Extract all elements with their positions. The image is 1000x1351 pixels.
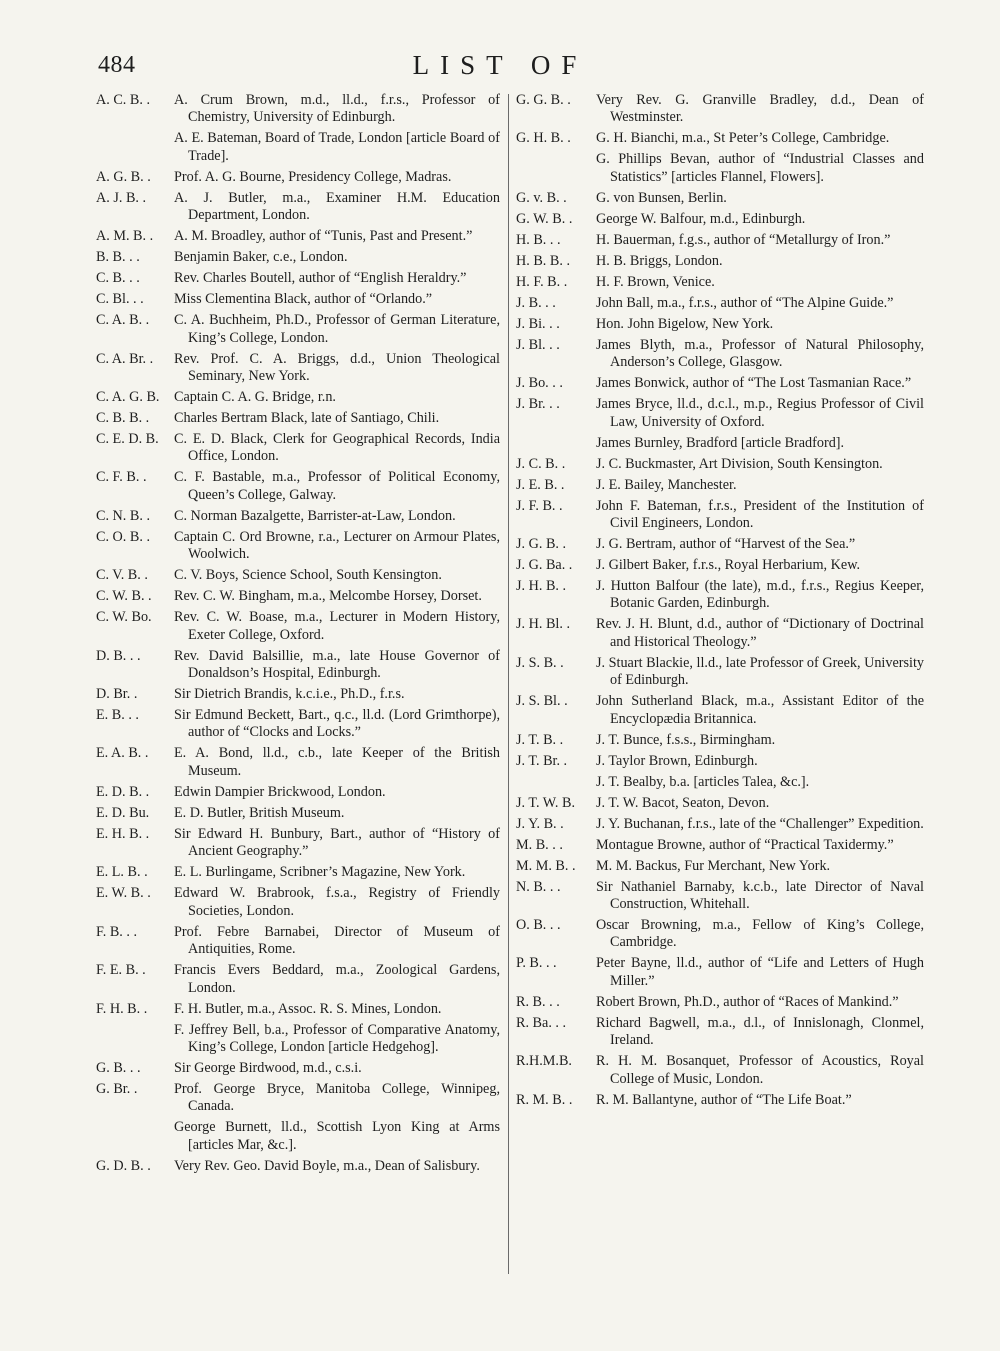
contributor-description: E. A. Bond, ll.d., c.b., late Keeper of the British Museum. [174,745,500,779]
contributor-initials: J. F. B. . [516,497,563,514]
contributor-initials: C. V. B. . [96,567,148,584]
contributor-description: Captain C. A. G. Bridge, r.n. [174,389,336,406]
contributor-entry [516,396,924,431]
contributor-entry [96,389,500,406]
contributor-initials [516,774,596,791]
contributor-entry [516,693,924,728]
contributor-description: J. Hutton Balfour (the late), m.d., f.r.s., Regius Keeper, Botanic Garden, Edinburgh. [596,578,924,612]
contributor-description: C. A. Buchheim, Ph.D., Professor of German Literature, King’s College, London. [174,312,500,346]
contributor-entry [516,295,924,312]
contributor-description: Rev. C. W. Boase, m.a., Lecturer in Modern History, Exeter College, Oxford. [174,609,500,643]
contributor-entry [516,1092,924,1109]
contributor-entry [96,1022,500,1057]
contributor-description: R. M. Ballantyne, author of “The Life Boat.” [596,1091,852,1108]
contributor-description: G. H. Bianchi, m.a., St Peter’s College, Cambridge. [596,130,890,147]
contributor-entry [516,130,924,147]
contributor-entry [516,1015,924,1050]
contributor-initials: E. D. Bu. [96,804,150,821]
contributor-entry [96,469,500,504]
contributor-description: J. T. W. Bacot, Seaton, Devon. [596,794,770,811]
contributor-initials: H. B. . . [516,231,561,248]
contributor-entry [96,567,500,584]
contributor-entry [96,686,500,703]
contributor-initials: C. N. B. . [96,507,150,524]
contributor-description: Sir Edward H. Bunbury, Bart., author of “History of Ancient Geography.” [174,825,500,860]
contributor-description: J. C. Buckmaster, Art Division, South Kensington. [596,455,883,472]
contributor-initials: J. G. Ba. . [516,557,573,574]
contributor-description: Robert Brown, Ph.D., author of “Races of Mankind.” [596,993,899,1010]
contributor-entry [516,837,924,854]
page-number: 484 [98,52,136,78]
contributor-initials: R.H.M.B. [516,1053,572,1070]
contributor-initials: C. W. B. . [96,588,152,605]
contributor-initials: O. B. . . [516,917,561,934]
contributor-entry [516,151,924,186]
contributor-entry [516,190,924,207]
contributor-description: Very Rev. Geo. David Boyle, m.a., Dean of Salisbury. [174,1157,480,1174]
contributor-initials: J. S. Bl. . [516,693,568,710]
contributor-initials: J. T. W. B. [516,794,575,811]
contributor-initials: F. E. B. . [96,962,146,979]
contributor-initials: J. Bi. . . [516,315,560,332]
contributor-initials: G. Br. . [96,1080,138,1097]
contributor-initials: A. G. B. . [96,168,151,185]
contributor-entry [516,616,924,651]
contributor-description: Edwin Dampier Brickwood, London. [174,783,386,800]
contributor-initials: J. S. B. . [516,654,564,671]
contributor-entry [516,92,924,127]
contributor-entry [96,249,500,266]
contributor-description: R. H. M. Bosanquet, Professor of Acoustics, Royal College of Music, London. [596,1053,924,1087]
contributor-description: E. D. Butler, British Museum. [174,804,345,821]
contributor-description: Sir Dietrich Brandis, k.c.i.e., Ph.D., f.r.s. [174,686,405,703]
contributor-description: F. Jeffrey Bell, b.a., Professor of Comparative Anatomy, King’s College, London [article Hedgehog]. [174,1021,500,1055]
contributor-entry [516,274,924,291]
contributor-initials: G. G. B. . [516,92,571,108]
contributor-initials: J. E. B. . [516,476,565,493]
contributor-description: J. Stuart Blackie, ll.d., late Professor of Greek, University of Edinburgh. [596,654,924,689]
contributor-initials [516,151,596,186]
contributor-description: Rev. J. H. Blunt, d.d., author of “Dictionary of Doctrinal and Historical Theology.” [596,616,924,650]
contributor-description: A. Crum Brown, m.d., ll.d., f.r.s., Professor of Chemistry, University of Edinburgh. [174,92,500,126]
contributor-entry [96,529,500,564]
contributor-initials: H. F. B. . [516,273,568,290]
contributor-initials: M. B. . . [516,836,563,853]
contributor-initials: D. B. . . [96,647,141,664]
contributor-entry [96,1001,500,1018]
contributor-initials: R. M. B. . [516,1091,573,1108]
contributor-entry [516,211,924,228]
contributor-description: A. M. Broadley, author of “Tunis, Past and Present.” [174,228,473,245]
contributor-entry [96,864,500,881]
contributor-entry [96,1060,500,1077]
contributor-entry [96,169,500,186]
contributor-description: George W. Balfour, m.d., Edinburgh. [596,210,806,227]
contributor-description: F. H. Butler, m.a., Assoc. R. S. Mines, London. [174,1000,442,1017]
contributor-entry [516,795,924,812]
contributor-description: Richard Bagwell, m.a., d.l., of Innislonagh, Clonmel, Ireland. [596,1014,924,1049]
contributor-initials: E. D. B. . [96,783,150,800]
contributor-initials: P. B. . . [516,955,557,972]
contributor-entry [96,826,500,861]
contributor-entry [96,92,500,127]
contributor-entry [96,1081,500,1116]
column-divider [508,94,509,1274]
contributor-description: Miss Clementina Black, author of “Orlando.” [174,291,433,308]
contributor-initials: G. B. . . [96,1059,141,1076]
contributor-initials [516,435,596,452]
contributor-initials: E. W. B. . [96,885,151,902]
contributor-entry [516,1053,924,1088]
contributor-initials: J. Y. B. . [516,815,564,832]
contributor-initials: J. C. B. . [516,455,566,472]
contributor-initials: G. D. B. . [96,1157,151,1174]
contributor-initials: J. T. B. . [516,731,564,748]
contributor-description: Rev. David Balsillie, m.a., late House Governor of Donaldson’s Hospital, Edinburgh. [174,647,500,682]
contributor-description: A. J. Butler, m.a., Examiner H.M. Education Department, London. [174,189,500,224]
contributor-entry [516,879,924,914]
contributor-description: C. E. D. Black, Clerk for Geographical Records, India Office, London. [174,431,500,465]
contributor-description: H. F. Brown, Venice. [596,273,715,290]
contributor-description: G. von Bunsen, Berlin. [596,189,727,206]
contributor-description: Rev. Charles Boutell, author of “English Heraldry.” [174,270,467,287]
contributor-entry [96,885,500,920]
contributor-initials: C. B. . . [96,270,140,287]
contributor-entry [96,924,500,959]
contributor-description: Sir Nathaniel Barnaby, k.c.b., late Director of Naval Construction, Whitehall. [596,878,924,913]
contributor-entry [96,805,500,822]
contributor-entry [96,962,500,997]
contributor-initials: R. B. . . [516,993,560,1010]
contributor-entry [516,232,924,249]
contributor-initials: C. E. D. B. [96,431,159,448]
contributor-initials: C. A. G. B. [96,389,160,406]
contributor-initials: A. M. B. . [96,228,154,245]
contributor-initials: N. B. . . [516,878,561,895]
left-column [96,92,500,1179]
contributor-description: C. F. Bastable, m.a., Professor of Political Economy, Queen’s College, Galway. [174,469,500,503]
contributor-initials: J. T. Br. . [516,752,568,769]
contributor-initials: A. J. B. . [96,189,147,206]
contributor-initials: H. B. B. . [516,252,570,269]
contributor-entry [516,994,924,1011]
contributor-description: Very Rev. G. Granville Bradley, d.d., Dean of Westminster. [596,92,924,126]
contributor-description: A. E. Bateman, Board of Trade, London [article Board of Trade]. [174,130,500,164]
contributor-entry [96,588,500,605]
contributor-description: James Burnley, Bradford [article Bradford]. [596,434,845,451]
contributor-initials: C. A. Br. . [96,350,154,367]
contributor-initials: J. H. Bl. . [516,616,570,633]
contributor-initials: C. B. B. . [96,410,150,427]
contributor-entry [96,270,500,287]
contributor-initials: C. Bl. . . [96,291,144,308]
contributor-entry [516,498,924,533]
contributor-initials: F. H. B. . [96,1000,148,1017]
contributor-initials: G. H. B. . [516,130,571,147]
contributor-entry [516,477,924,494]
contributor-initials: C. F. B. . [96,469,147,486]
contributor-description: Charles Bertram Black, late of Santiago, Chili. [174,410,440,427]
contributor-initials: J. Bl. . . [516,336,560,353]
contributor-initials: J. B. . . [516,294,556,311]
contributor-entry [96,707,500,742]
contributor-entry [96,609,500,644]
contributor-description: J. T. Bealby, b.a. [articles Talea, &c.]. [596,773,810,790]
contributor-initials: G. W. B. . [516,210,573,227]
contributor-initials: C. A. B. . [96,312,150,329]
contributor-entry [516,375,924,392]
contributor-initials: J. Bo. . . [516,375,563,392]
contributor-description: J. G. Bertram, author of “Harvest of the Sea.” [596,536,856,553]
contributor-description: Hon. John Bigelow, New York. [596,315,774,332]
contributor-description: James Bonwick, author of “The Lost Tasmanian Race.” [596,375,912,392]
contributor-initials [96,130,174,165]
contributor-entry [96,784,500,801]
contributor-initials: E. A. B. . [96,745,149,762]
contributor-description: Prof. Febre Barnabei, Director of Museum of Antiquities, Rome. [174,923,500,958]
contributor-entry [516,578,924,613]
running-title: LIST OF [412,50,588,80]
contributor-entry [516,917,924,952]
contributor-description: John F. Bateman, f.r.s., President of the Institution of Civil Engineers, London. [596,497,924,532]
contributor-entry [96,1158,500,1175]
contributor-description: Oscar Browning, m.a., Fellow of King’s College, Cambridge. [596,917,924,951]
contributor-description: Rev. C. W. Bingham, m.a., Melcombe Horsey, Dorset. [174,588,482,605]
contributor-description: C. Norman Bazalgette, Barrister-at-Law, London. [174,507,456,524]
contributor-initials: F. B. . . [96,923,138,940]
contributor-initials: C. O. B. . [96,528,150,545]
contributor-initials: G. v. B. . [516,189,567,206]
contributor-entry [96,351,500,386]
contributor-entry [96,228,500,245]
contributor-description: J. Y. Buchanan, f.r.s., late of the “Challenger” Expedition. [596,815,924,832]
contributor-description: Francis Evers Beddard, m.a., Zoological Gardens, London. [174,962,500,996]
contributor-description: J. Taylor Brown, Edinburgh. [596,752,758,769]
contributor-initials: J. H. B. . [516,578,567,595]
contributor-initials: E. B. . . [96,707,139,724]
contributor-entry [96,745,500,780]
contributor-description: J. T. Bunce, f.s.s., Birmingham. [596,731,776,748]
contributor-description: Prof. George Bryce, Manitoba College, Winnipeg, Canada. [174,1080,500,1115]
contributor-description: M. M. Backus, Fur Merchant, New York. [596,857,831,874]
contributor-entry [516,536,924,553]
contributor-initials: R. Ba. . . [516,1014,567,1031]
contributor-description: E. L. Burlingame, Scribner’s Magazine, New York. [174,864,466,881]
contributor-entry [96,312,500,347]
contributor-initials: A. C. B. . [96,92,150,108]
contributor-description: James Blyth, m.a., Professor of Natural Philosophy, Anderson’s College, Glasgow. [596,336,924,371]
contributor-description: Edward W. Brabrook, f.s.a., Registry of Friendly Societies, London. [174,885,500,919]
contributor-entry [96,291,500,308]
contributor-description: Sir Edmund Beckett, Bart., q.c., ll.d. (Lord Grimthorpe), author of “Clocks and Locks.” [174,707,500,741]
contributor-entry [96,508,500,525]
contributor-entry [96,431,500,466]
contributor-entry [516,435,924,452]
contributor-initials: E. L. B. . [96,864,148,881]
contributor-entry [516,337,924,372]
contributor-entry [96,130,500,165]
contributor-initials: E. H. B. . [96,825,150,842]
contributor-initials: C. W. Bo. [96,609,152,626]
contributor-description: George Burnett, ll.d., Scottish Lyon King at Arms [articles Mar, &c.]. [174,1119,500,1153]
contributor-description: James Bryce, ll.d., d.c.l., m.p., Regius Professor of Civil Law, University of Oxford. [596,396,924,430]
contributor-entry [96,648,500,683]
contributor-initials: B. B. . . [96,249,140,266]
contributor-initials: J. G. B. . [516,536,567,553]
contributor-description: Sir George Birdwood, m.d., c.s.i. [174,1059,362,1076]
contributor-description: John Ball, m.a., f.r.s., author of “The Alpine Guide.” [596,294,894,311]
contributor-description: Prof. A. G. Bourne, Presidency College, Madras. [174,168,452,185]
contributor-entry [96,1119,500,1154]
contributor-entry [96,190,500,225]
contributor-entry [516,753,924,770]
contributor-entry [516,655,924,690]
contributor-description: J. E. Bailey, Manchester. [596,476,737,493]
contributor-description: Montague Browne, author of “Practical Taxidermy.” [596,836,894,853]
contributor-description: Rev. Prof. C. A. Briggs, d.d., Union Theological Seminary, New York. [174,350,500,385]
contributor-initials: D. Br. . [96,686,138,703]
contributor-entry [516,316,924,333]
contributor-initials [96,1022,174,1057]
contributor-description: Captain C. Ord Browne, r.a., Lecturer on Armour Plates, Woolwich. [174,528,500,563]
contributor-initials: J. Br. . . [516,396,560,413]
contributor-description: John Sutherland Black, m.a., Assistant Editor of the Encyclopædia Britannica. [596,693,924,727]
contributor-entry [516,858,924,875]
contributor-description: H. Bauerman, f.g.s., author of “Metallurgy of Iron.” [596,231,891,248]
contributor-entry [516,774,924,791]
contributor-entry [516,955,924,990]
contributor-description: H. B. Briggs, London. [596,252,723,269]
contributor-description: Benjamin Baker, c.e., London. [174,249,348,266]
contributor-initials: M. M. B. . [516,857,576,874]
contributor-description: G. Phillips Bevan, author of “Industrial Classes and Statistics” [articles Flannel, Flowers]. [596,151,924,185]
right-column [516,92,924,1113]
contributor-description: C. V. Boys, Science School, South Kensington. [174,567,442,584]
contributor-entry [516,456,924,473]
contributor-description: J. Gilbert Baker, f.r.s., Royal Herbarium, Kew. [596,557,861,574]
contributor-entry [516,557,924,574]
contributor-description: Peter Bayne, ll.d., author of “Life and Letters of Hugh Miller.” [596,955,924,989]
contributor-entry [516,732,924,749]
contributor-entry [516,816,924,833]
contributor-entry [516,253,924,270]
contributor-initials [96,1119,174,1154]
contributor-entry [96,410,500,427]
